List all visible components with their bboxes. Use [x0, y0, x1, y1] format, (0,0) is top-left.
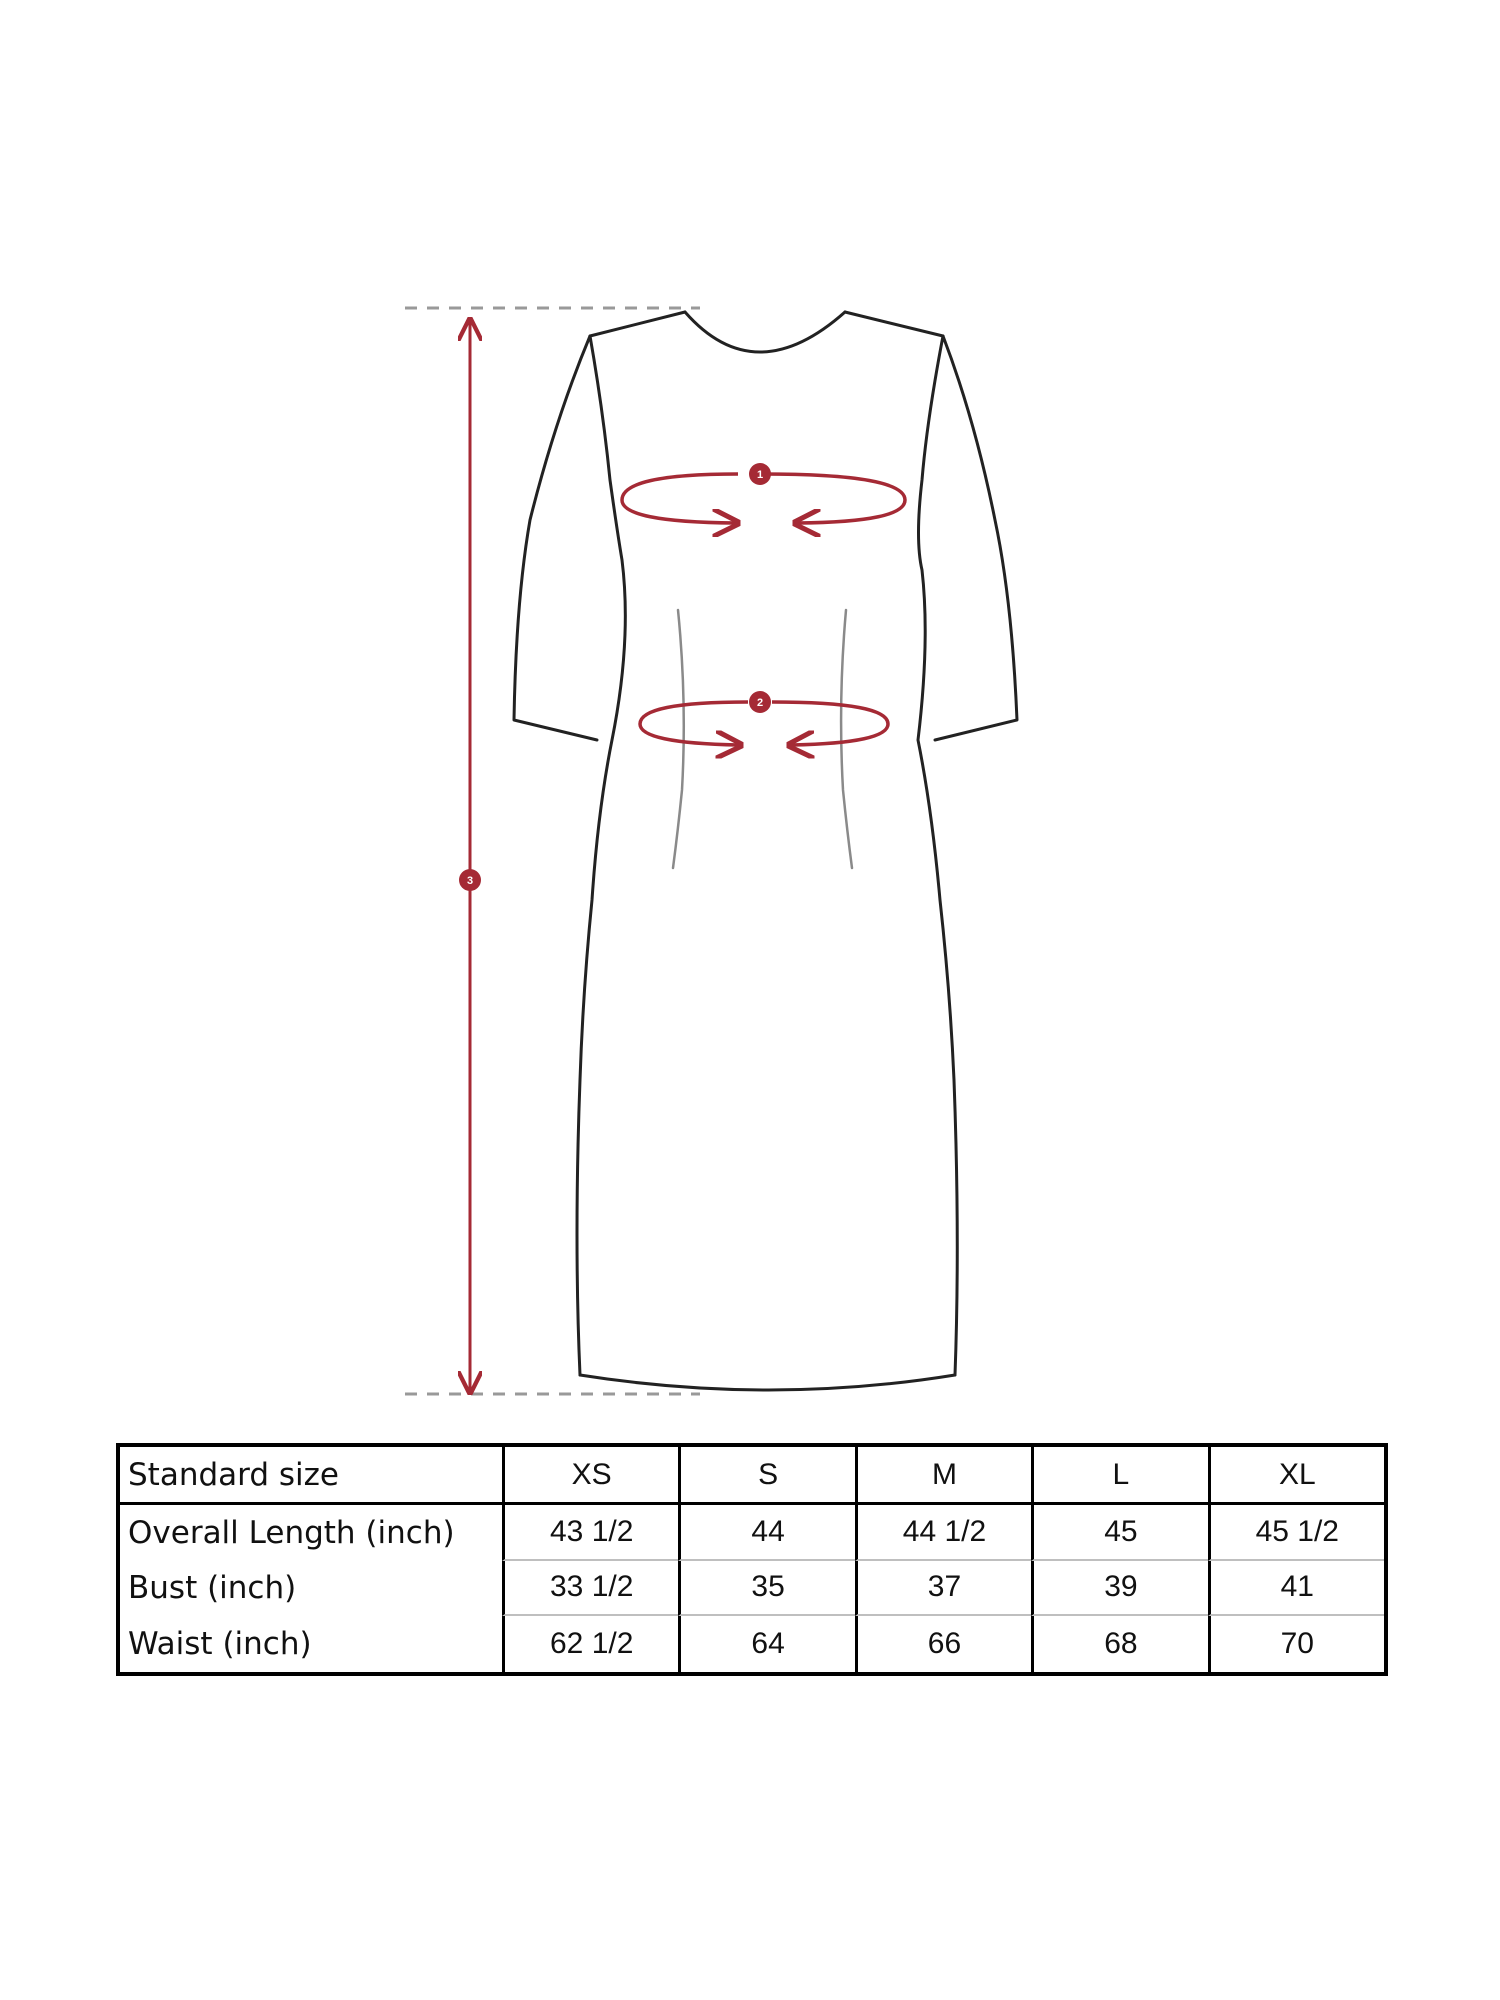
- table-cell: 44: [678, 1505, 854, 1561]
- right-sleeve: [935, 336, 1017, 740]
- table-cell: 39: [1031, 1561, 1207, 1617]
- row-label-overall-length: Overall Length (inch): [128, 1514, 455, 1551]
- hemline: [580, 1375, 955, 1390]
- right-dart: [841, 610, 852, 868]
- size-header-l: L: [1031, 1447, 1207, 1505]
- table-cell: 64: [678, 1616, 854, 1672]
- table-cell: 44 1/2: [855, 1505, 1031, 1561]
- table-cell: 70: [1208, 1616, 1384, 1672]
- table-cell: 68: [1031, 1616, 1207, 1672]
- right-shoulder: [845, 312, 943, 336]
- row-label-bust: Bust (inch): [128, 1570, 297, 1607]
- table-cell: 66: [855, 1616, 1031, 1672]
- table-header-label: Standard size: [120, 1447, 502, 1505]
- table-cell: 41: [1208, 1561, 1384, 1617]
- bust-marker-label: 1: [756, 469, 764, 481]
- table-cell: 35: [678, 1561, 854, 1617]
- waist-marker-label: 2: [756, 697, 764, 709]
- size-header-s: S: [678, 1447, 854, 1505]
- neckline: [685, 312, 845, 352]
- right-side-seam: [918, 336, 957, 1375]
- left-shoulder: [590, 312, 685, 336]
- left-sleeve: [514, 336, 597, 740]
- size-header-m: M: [855, 1447, 1031, 1505]
- row-label-waist: Waist (inch): [128, 1626, 312, 1663]
- size-chart-table: [116, 1443, 1388, 1676]
- table-cell: 43 1/2: [502, 1505, 678, 1561]
- table-cell: 45: [1031, 1505, 1207, 1561]
- size-header-xl: XL: [1208, 1447, 1384, 1505]
- table-cell: 62 1/2: [502, 1616, 678, 1672]
- table-cell: 37: [855, 1561, 1031, 1617]
- princess-seams: [673, 610, 852, 868]
- left-side-seam: [577, 336, 625, 1375]
- size-header-xs: XS: [502, 1447, 678, 1505]
- table-cell: 33 1/2: [502, 1561, 678, 1617]
- length-marker-label: 3: [466, 875, 474, 887]
- table-cell: 45 1/2: [1208, 1505, 1384, 1561]
